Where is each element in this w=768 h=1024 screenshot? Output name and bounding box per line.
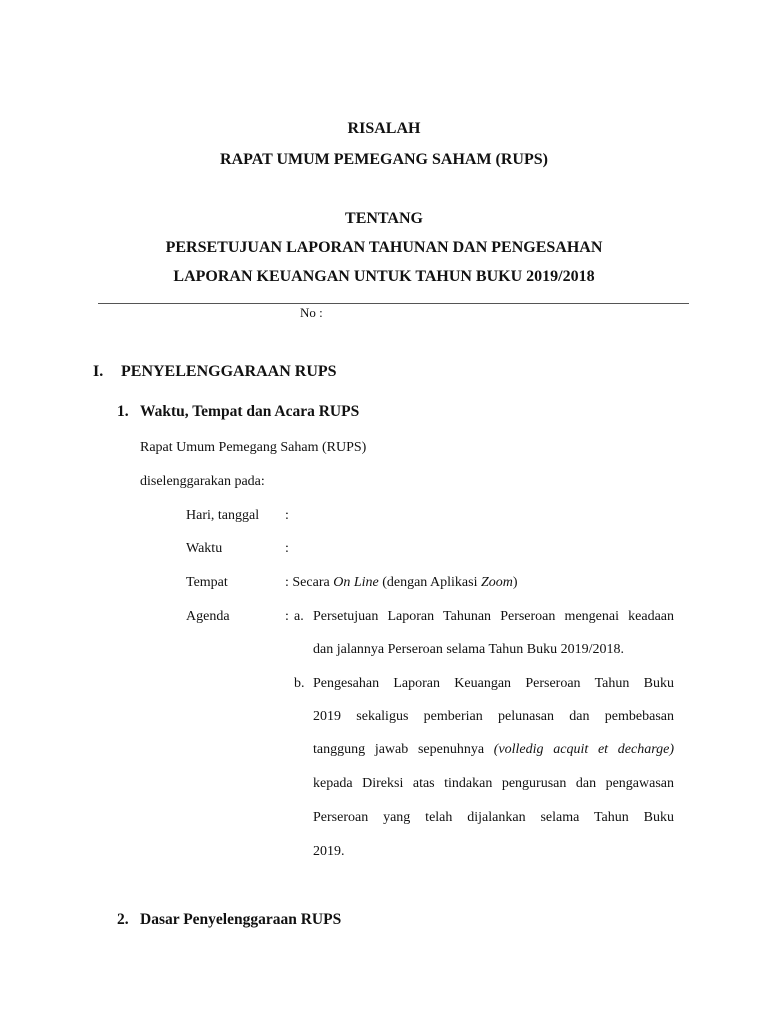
agenda-colon: : — [285, 609, 289, 624]
intro-line-2: diselenggarakan pada: — [140, 474, 265, 489]
place-online: On Line — [333, 575, 379, 590]
place-suffix: ) — [512, 575, 518, 590]
subsection-2-number: 2. — [117, 911, 129, 928]
doc-subject-line2: LAPORAN KEUANGAN UNTUK TAHUN BUKU 2019/2018 — [173, 268, 595, 285]
doc-title-tentang: TENTANG — [345, 210, 423, 227]
agenda-a-line1: Persetujuan Laporan Tahunan Perseroan mengenai keadaan — [313, 609, 674, 624]
place-colon: : — [285, 575, 289, 590]
place-middle: (dengan Aplikasi — [382, 575, 478, 590]
day-colon: : — [285, 508, 289, 523]
section-numeral: I. — [93, 363, 104, 380]
doc-subject-line1: PERSETUJUAN LAPORAN TAHUNAN DAN PENGESAHAN — [165, 239, 603, 256]
subsection-2-title: Dasar Penyelenggaraan RUPS — [140, 911, 342, 928]
subsection-1-number: 1. — [117, 403, 129, 420]
agenda-label: Agenda — [186, 609, 230, 624]
agenda-a-marker: a. — [294, 609, 304, 624]
doc-title-risalah: RISALAH — [347, 120, 421, 137]
agenda-b-line3 — [313, 742, 674, 758]
agenda-b-line3-italic: (volledig acquit et decharge) — [493, 742, 675, 757]
section-title: PENYELENGGARAAN RUPS — [121, 363, 337, 380]
document-number-label: No : — [300, 305, 323, 320]
place-label: Tempat — [186, 575, 228, 590]
place-value — [285, 575, 518, 591]
agenda-b-marker: b. — [294, 676, 305, 691]
agenda-b-line4: kepada Direksi atas tindakan pengurusan dan pengawasan — [313, 776, 674, 791]
agenda-b-line3-text: tanggung jawab sepenuhnya — [313, 742, 485, 757]
subsection-1-title: Waktu, Tempat dan Acara RUPS — [140, 403, 360, 420]
agenda-a-line2: dan jalannya Perseroan selama Tahun Buku 2019/2018. — [313, 642, 624, 657]
doc-title-rups: RAPAT UMUM PEMEGANG SAHAM (RUPS) — [220, 151, 548, 168]
place-prefix: Secara — [292, 575, 330, 590]
agenda-b-line6: 2019. — [313, 844, 345, 859]
time-colon: : — [285, 541, 289, 556]
agenda-b-line5: Perseroan yang telah dijalankan selama Tahun Buku — [313, 810, 674, 825]
header-divider — [98, 303, 689, 304]
agenda-b-line1: Pengesahan Laporan Keuangan Perseroan Tahun Buku — [313, 676, 674, 691]
time-label: Waktu — [186, 541, 223, 556]
day-label: Hari, tanggal — [186, 508, 260, 523]
place-app: Zoom — [480, 575, 513, 590]
agenda-b-line2: 2019 sekaligus pemberian pelunasan dan pembebasan — [313, 709, 674, 724]
intro-line-1: Rapat Umum Pemegang Saham (RUPS) — [140, 440, 367, 455]
